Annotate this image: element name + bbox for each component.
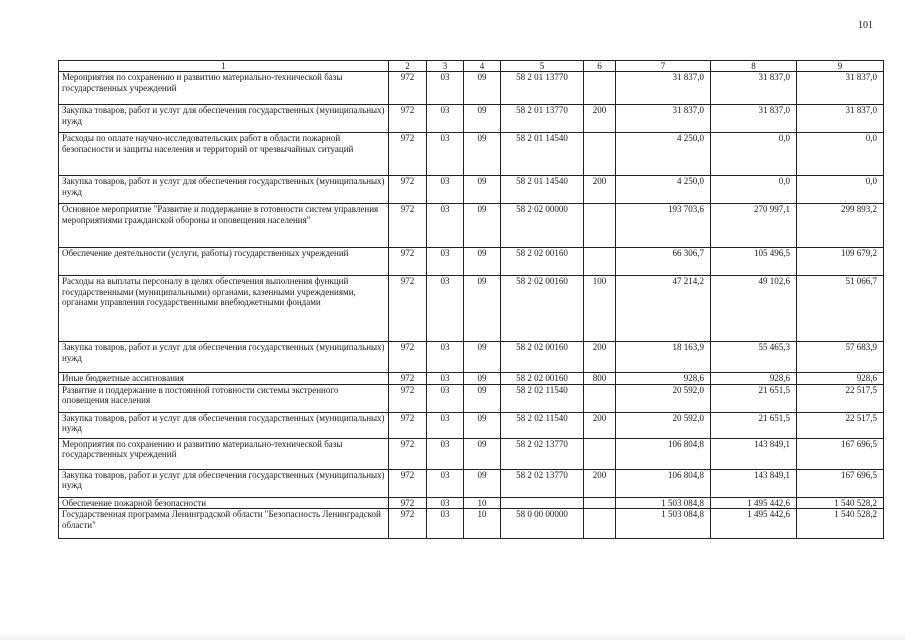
- cell-amount-col7: 31 837,0: [616, 105, 711, 133]
- cell-subsection: 09: [464, 342, 501, 373]
- cell-amount-col8: 270 997,1: [711, 204, 797, 248]
- table-row: [59, 469, 884, 497]
- cell-target-article: 58 2 01 13770: [501, 72, 584, 105]
- cell-admin-code: 972: [389, 176, 427, 204]
- cell-amount-col7: 47 214,2: [616, 276, 711, 342]
- cell-amount-col9: 0,0: [797, 176, 884, 204]
- cell-subsection: 09: [464, 373, 501, 385]
- cell-section: 03: [427, 373, 464, 385]
- cell-expense-type: [584, 72, 616, 105]
- cell-subsection: 09: [464, 133, 501, 176]
- cell-admin-code: 972: [389, 469, 427, 497]
- cell-section: 03: [427, 497, 464, 509]
- row-name: Мероприятия по сохранению и развитию материально-технической базы государственных учреждений: [59, 72, 389, 105]
- cell-amount-col8: 105 496,5: [711, 248, 797, 276]
- cell-target-article: 58 2 02 13770: [501, 469, 584, 497]
- cell-amount-col9: 22 517,5: [797, 412, 884, 438]
- cell-subsection: 09: [464, 412, 501, 438]
- cell-expense-type: [584, 509, 616, 539]
- cell-amount-col9: 167 696,5: [797, 438, 884, 469]
- cell-section: 03: [427, 342, 464, 373]
- table-row: [59, 204, 884, 248]
- cell-section: 03: [427, 72, 464, 105]
- cell-amount-col8: 928,6: [711, 373, 797, 385]
- row-name: Закупка товаров, работ и услуг для обеспечения государственных (муниципальных) нужд: [59, 105, 389, 133]
- cell-admin-code: 972: [389, 204, 427, 248]
- cell-amount-col8: 143 849,1: [711, 469, 797, 497]
- cell-section: 03: [427, 412, 464, 438]
- cell-admin-code: 972: [389, 248, 427, 276]
- budget-table: [58, 60, 884, 539]
- row-name: Иные бюджетные ассигнования: [59, 373, 389, 385]
- cell-amount-col8: 31 837,0: [711, 72, 797, 105]
- column-header: 4: [464, 61, 501, 72]
- cell-target-article: 58 2 02 00160: [501, 373, 584, 385]
- cell-amount-col7: 66 306,7: [616, 248, 711, 276]
- cell-target-article: 58 2 01 14540: [501, 133, 584, 176]
- row-name: Расходы по оплате научно-исследовательских работ в области пожарной безопасности и защиты населения и территорий от чрезвычайных ситуаций: [59, 133, 389, 176]
- column-header: 8: [711, 61, 797, 72]
- column-header: 6: [584, 61, 616, 72]
- row-name: Мероприятия по сохранению и развитию материально-технической базы государственных учреждений: [59, 438, 389, 469]
- cell-amount-col7: 1 503 084,8: [616, 497, 711, 509]
- cell-target-article: 58 2 02 00000: [501, 204, 584, 248]
- cell-amount-col7: 18 163,9: [616, 342, 711, 373]
- cell-amount-col9: 299 893,2: [797, 204, 884, 248]
- cell-target-article: [501, 497, 584, 509]
- row-name: Обеспечение деятельности (услуги, работы) государственных учреждений: [59, 248, 389, 276]
- cell-target-article: 58 2 01 14540: [501, 176, 584, 204]
- cell-admin-code: 972: [389, 438, 427, 469]
- cell-amount-col8: 0,0: [711, 176, 797, 204]
- cell-admin-code: 972: [389, 373, 427, 385]
- cell-amount-col9: 51 066,7: [797, 276, 884, 342]
- cell-amount-col7: 31 837,0: [616, 72, 711, 105]
- cell-amount-col8: 49 102,6: [711, 276, 797, 342]
- cell-subsection: 09: [464, 204, 501, 248]
- row-name: Обеспечение пожарной безопасности: [59, 497, 389, 509]
- column-header: 3: [427, 61, 464, 72]
- cell-admin-code: 972: [389, 133, 427, 176]
- cell-subsection: 09: [464, 72, 501, 105]
- cell-amount-col9: 22 517,5: [797, 384, 884, 412]
- cell-amount-col7: 106 804,8: [616, 469, 711, 497]
- scan-bottom-edge: [0, 632, 905, 640]
- cell-expense-type: 200: [584, 105, 616, 133]
- cell-amount-col9: 57 683,9: [797, 342, 884, 373]
- cell-expense-type: 200: [584, 412, 616, 438]
- row-name: Закупка товаров, работ и услуг для обеспечения государственных (муниципальных) нужд: [59, 176, 389, 204]
- cell-amount-col7: 106 804,8: [616, 438, 711, 469]
- cell-subsection: 09: [464, 384, 501, 412]
- cell-amount-col9: 1 540 528,2: [797, 509, 884, 539]
- cell-amount-col8: 1 495 442,6: [711, 497, 797, 509]
- table-row: [59, 438, 884, 469]
- cell-target-article: 58 2 02 11540: [501, 384, 584, 412]
- cell-expense-type: 100: [584, 276, 616, 342]
- cell-subsection: 09: [464, 176, 501, 204]
- cell-subsection: 09: [464, 469, 501, 497]
- cell-expense-type: [584, 204, 616, 248]
- cell-expense-type: 800: [584, 373, 616, 385]
- cell-section: 03: [427, 176, 464, 204]
- cell-admin-code: 972: [389, 72, 427, 105]
- cell-expense-type: 200: [584, 469, 616, 497]
- table-row: [59, 133, 884, 176]
- cell-section: 03: [427, 133, 464, 176]
- cell-target-article: 58 0 00 00000: [501, 509, 584, 539]
- cell-target-article: 58 2 01 13770: [501, 105, 584, 133]
- cell-subsection: 09: [464, 438, 501, 469]
- cell-amount-col7: 928,6: [616, 373, 711, 385]
- cell-section: 03: [427, 276, 464, 342]
- page-number: 101: [858, 20, 873, 31]
- cell-target-article: 58 2 02 13770: [501, 438, 584, 469]
- cell-subsection: 09: [464, 105, 501, 133]
- cell-amount-col9: 31 837,0: [797, 105, 884, 133]
- cell-amount-col8: 21 651,5: [711, 412, 797, 438]
- cell-expense-type: [584, 248, 616, 276]
- cell-section: 03: [427, 105, 464, 133]
- cell-expense-type: [584, 384, 616, 412]
- table-row: [59, 276, 884, 342]
- cell-section: 03: [427, 469, 464, 497]
- cell-amount-col8: 21 651,5: [711, 384, 797, 412]
- cell-amount-col7: 4 250,0: [616, 176, 711, 204]
- cell-amount-col9: 0,0: [797, 133, 884, 176]
- row-name: Закупка товаров, работ и услуг для обеспечения государственных (муниципальных) нужд: [59, 342, 389, 373]
- cell-section: 03: [427, 438, 464, 469]
- cell-amount-col8: 143 849,1: [711, 438, 797, 469]
- cell-amount-col7: 4 250,0: [616, 133, 711, 176]
- cell-amount-col9: 928,6: [797, 373, 884, 385]
- cell-expense-type: [584, 438, 616, 469]
- cell-amount-col7: 20 592,0: [616, 412, 711, 438]
- row-name: Основное мероприятие "Развитие и поддержание в готовности систем управления мероприятиями гражданской обороны и оповещения населения": [59, 204, 389, 248]
- cell-section: 03: [427, 204, 464, 248]
- table-row: [59, 509, 884, 539]
- header-row: [59, 61, 884, 72]
- cell-admin-code: 972: [389, 412, 427, 438]
- cell-subsection: 09: [464, 276, 501, 342]
- cell-amount-col7: 1 503 084,8: [616, 509, 711, 539]
- table-row: [59, 497, 884, 509]
- row-name: Закупка товаров, работ и услуг для обеспечения государственных (муниципальных) нужд: [59, 469, 389, 497]
- cell-admin-code: 972: [389, 276, 427, 342]
- cell-amount-col8: 55 465,3: [711, 342, 797, 373]
- cell-amount-col7: 193 703,6: [616, 204, 711, 248]
- column-header: 9: [797, 61, 884, 72]
- column-header: 1: [59, 61, 389, 72]
- column-header: 2: [389, 61, 427, 72]
- cell-target-article: 58 2 02 00160: [501, 276, 584, 342]
- cell-amount-col7: 20 592,0: [616, 384, 711, 412]
- cell-target-article: 58 2 02 00160: [501, 342, 584, 373]
- cell-admin-code: 972: [389, 342, 427, 373]
- cell-section: 03: [427, 384, 464, 412]
- row-name: Развитие и поддержание в постоянной готовности системы экстренного оповещения населения: [59, 384, 389, 412]
- cell-subsection: 10: [464, 509, 501, 539]
- cell-expense-type: [584, 497, 616, 509]
- table-row: [59, 342, 884, 373]
- cell-section: 03: [427, 248, 464, 276]
- cell-target-article: 58 2 02 11540: [501, 412, 584, 438]
- cell-amount-col8: 0,0: [711, 133, 797, 176]
- cell-section: 03: [427, 509, 464, 539]
- cell-amount-col9: 31 837,0: [797, 72, 884, 105]
- row-name: Закупка товаров, работ и услуг для обеспечения государственных (муниципальных) нужд: [59, 412, 389, 438]
- table-row: [59, 373, 884, 385]
- cell-admin-code: 972: [389, 384, 427, 412]
- cell-amount-col9: 1 540 528,2: [797, 497, 884, 509]
- cell-admin-code: 972: [389, 509, 427, 539]
- table-row: [59, 176, 884, 204]
- cell-subsection: 09: [464, 248, 501, 276]
- row-name: Государственная программа Ленинградской области "Безопасность Ленинградской области": [59, 509, 389, 539]
- cell-admin-code: 972: [389, 497, 427, 509]
- column-header: 7: [616, 61, 711, 72]
- table-row: [59, 412, 884, 438]
- table-row: [59, 72, 884, 105]
- table-row: [59, 248, 884, 276]
- cell-target-article: 58 2 02 00160: [501, 248, 584, 276]
- table-row: [59, 384, 884, 412]
- column-header: 5: [501, 61, 584, 72]
- cell-expense-type: 200: [584, 342, 616, 373]
- row-name: Расходы на выплаты персоналу в целях обеспечения выполнения функций государственными (муниципальными) органами, казенными учреждениями, органами управления государственными внебюджетными фондами: [59, 276, 389, 342]
- cell-amount-col9: 167 696,5: [797, 469, 884, 497]
- cell-subsection: 10: [464, 497, 501, 509]
- cell-amount-col8: 1 495 442,6: [711, 509, 797, 539]
- cell-expense-type: [584, 133, 616, 176]
- table-row: [59, 105, 884, 133]
- cell-amount-col9: 109 679,2: [797, 248, 884, 276]
- cell-admin-code: 972: [389, 105, 427, 133]
- cell-expense-type: 200: [584, 176, 616, 204]
- cell-amount-col8: 31 837,0: [711, 105, 797, 133]
